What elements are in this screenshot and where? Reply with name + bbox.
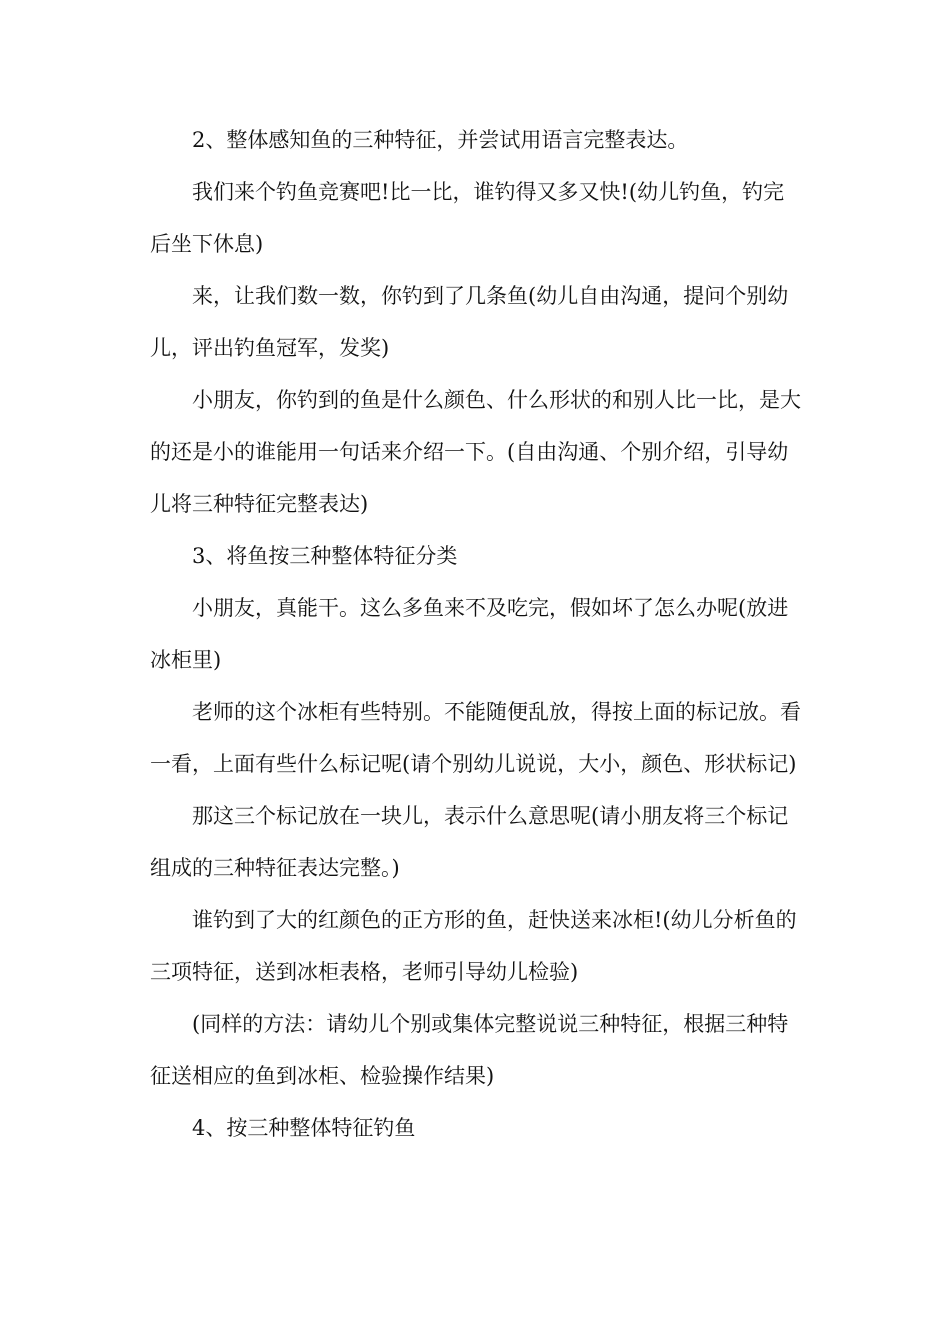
paragraph-step-2-heading: 2、整体感知鱼的三种特征，并尝试用语言完整表达。	[192, 128, 689, 152]
paragraph-step-3-heading: 3、将鱼按三种整体特征分类	[192, 544, 458, 568]
paragraph-combined-marks: 那这三个标记放在一块儿，表示什么意思呢(请小朋友将三个标记组成的三种特征表达完整。)	[150, 804, 789, 880]
paragraph-freezer-intro: 小朋友，真能干。这么多鱼来不及吃完，假如坏了怎么办呢(放进冰柜里)	[150, 596, 789, 672]
paragraph-count-fish: 来，让我们数一数，你钓到了几条鱼(幼儿自由沟通，提问个别幼儿，评出钓鱼冠军，发奖)	[150, 284, 789, 360]
paragraph-freezer-marks: 老师的这个冰柜有些特别。不能随便乱放，得按上面的标记放。看一看，上面有些什么标记呢(请个别幼儿说说，大小，颜色、形状标记)	[150, 700, 801, 776]
paragraph-step-4-heading: 4、按三种整体特征钓鱼	[192, 1116, 416, 1140]
document-body	[150, 114, 802, 1154]
paragraph-fishing-contest: 我们来个钓鱼竞赛吧!比一比，谁钓得又多又快!(幼儿钓鱼，钓完后坐下休息)	[150, 180, 785, 256]
paragraph-same-method: (同样的方法：请幼儿个别或集体完整说说三种特征，根据三种特征送相应的鱼到冰柜、检验操作结果)	[150, 1012, 789, 1088]
paragraph-describe-fish: 小朋友，你钓到的鱼是什么颜色、什么形状的和别人比一比，是大的还是小的谁能用一句话来介绍一下。(自由沟通、个别介绍，引导幼儿将三种特征完整表达)	[150, 388, 801, 516]
paragraph-red-square-fish: 谁钓到了大的红颜色的正方形的鱼，赶快送来冰柜!(幼儿分析鱼的三项特征，送到冰柜表格，老师引导幼儿检验)	[150, 908, 797, 984]
